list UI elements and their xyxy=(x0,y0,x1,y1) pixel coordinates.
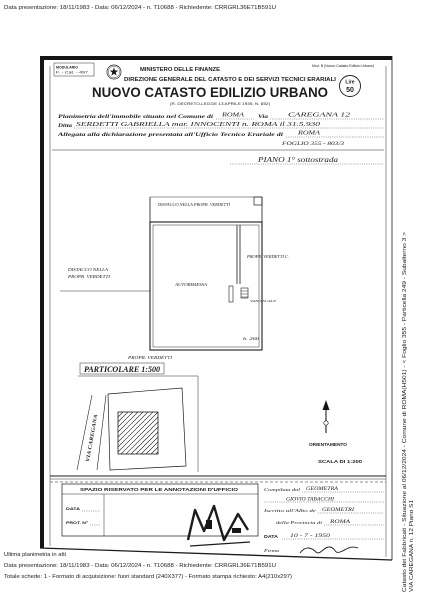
sheet-top-edge xyxy=(40,56,392,60)
direction-text: DIREZIONE GENERALE DEL CATASTO E DEI SERVIZI TECNICI ERARIALI xyxy=(124,77,337,83)
ditta-value: SERDETTI GABRIELLA mar. INNOCENTI n. ROMA il 31.5.930 xyxy=(76,121,322,128)
office-date-label: DATA xyxy=(66,506,81,511)
decree-text: (R. DECRETO-LEGGE 13 APRILE 1939, N. 652) xyxy=(170,102,270,106)
corner-pillar xyxy=(254,197,262,205)
detail-title: PARTICOLARE 1:500 xyxy=(84,365,160,374)
plan-right-label: PROPR. VERDETTI C. xyxy=(245,255,290,259)
office-title: SPAZIO RISERVATO PER LE ANNOTAZIONI D'UFFICIO xyxy=(80,487,240,492)
footer-line-2: Totale schede: 1 - Formato di acquisizione: fuori standard (240X377) - Formato stampa richiesto: A4(210x297) xyxy=(4,574,293,580)
street-label: VIA CAREGANA xyxy=(85,423,98,463)
location-label: Planimetria dell'immobile situato nel Comune di xyxy=(58,114,214,120)
model-text: Mod. B (Nuovo Catasto Edilizio Urbano) xyxy=(312,64,374,68)
compiler-date-label: DATA xyxy=(264,534,279,539)
province-label: della Provincia di xyxy=(276,520,324,525)
orientation xyxy=(309,400,363,464)
floor-plan xyxy=(60,197,289,360)
office-annotations xyxy=(62,484,258,546)
form-title: NUOVO CATASTO EDILIZIO URBANO xyxy=(92,85,328,100)
compiled-label: Compilata dal xyxy=(264,487,302,492)
plan-top-label: DISTACCO NELLA PROPR. VERDETTI xyxy=(156,203,231,207)
via-value: CAREGANA 12 xyxy=(288,111,350,119)
revenue-stamp xyxy=(340,76,361,97)
height-label: h. 260 xyxy=(243,336,261,341)
form-fields xyxy=(52,112,384,151)
stairs-label: VANO SCALE xyxy=(250,299,278,303)
compiler-date: 10 - 7 - 1950 xyxy=(290,533,331,539)
ministry-text: MINISTERO DELLE FINANZE xyxy=(140,67,221,73)
ufficio-value: ROMA xyxy=(296,129,321,137)
door-element xyxy=(229,286,233,302)
stamp-label: Lire xyxy=(345,79,355,86)
orientation-label: ORIENTAMENTO xyxy=(309,442,348,447)
stairs xyxy=(241,288,248,298)
street-edge-b xyxy=(97,395,106,470)
footer-note: Ultima planimetria in atti xyxy=(4,552,66,558)
ditta-label: Ditta xyxy=(56,123,73,129)
north-arrow-icon xyxy=(323,400,330,433)
emblem-icon xyxy=(107,65,121,79)
plan-left-label-2: PROPR. VERDETTI xyxy=(66,275,112,279)
bottom-band xyxy=(50,476,386,482)
plan-bottom-label: PROPR. VERDETTI xyxy=(126,355,173,360)
form-header xyxy=(54,63,374,106)
via-label: Via xyxy=(258,114,269,120)
province-value: ROMA xyxy=(328,519,352,525)
building-hatch xyxy=(118,412,158,454)
signature-scribble xyxy=(300,547,358,553)
modulario-label: MODULARIO xyxy=(56,65,79,70)
plan-left-label-1: DISTACCO NELLA xyxy=(66,268,110,272)
footer-line-1: Data presentazione: 18/11/1983 - Data: 06/12/2024 - n. T10688 - Richiedente: CRRGRL36E71B591U xyxy=(4,563,276,569)
signature-label: Firma xyxy=(262,548,280,553)
register-value: GEOMETRI xyxy=(322,508,355,513)
compiler-name: GIOVIO TABACCHI xyxy=(286,496,335,503)
compiler-role: GEOMETRA xyxy=(306,487,340,492)
scale-label: SCALA DI 1:200 xyxy=(318,459,363,464)
register-label: Iscritto all'Albo de xyxy=(262,508,316,513)
stamp-mark xyxy=(188,506,250,546)
sheet-left-edge xyxy=(40,56,44,548)
office-prot-label: PROT. N° xyxy=(66,520,89,525)
floor-label: PIANO 1° sottostrada xyxy=(256,155,339,164)
modulario-code: F. - Cat. - 497 xyxy=(56,70,89,75)
parcel-outline xyxy=(108,388,186,470)
room-label: AUTORIMESSA xyxy=(173,282,208,287)
foglio-value: FOGLIO 355 - 803/3 xyxy=(280,141,345,147)
top-header-text: Data presentazione: 18/11/1983 - Data: 06/12/2024 - n. T10688 - Richiedente: CRRGRL36E71B591U xyxy=(4,5,276,11)
comune-value: ROMA xyxy=(220,111,245,119)
stamp-value: 50 xyxy=(346,87,354,94)
side-text-line-2: VIA CAREGANA n. 12 Piano S1 xyxy=(409,515,415,592)
compiler-block xyxy=(262,487,384,553)
side-text-line-1: Catasto dei Fabbricati - Situazione al 06/12/2024 - Comune di ROMA(H501) - < Foglio 355 - Particella 249 - Subalterno 3 > xyxy=(402,298,408,592)
location-detail xyxy=(77,363,198,472)
sheet-bottom-edge xyxy=(40,548,392,560)
allegata-label: Allegata alla dichiarazione presentata all'Ufficio Tecnico Erariale di xyxy=(56,132,284,138)
